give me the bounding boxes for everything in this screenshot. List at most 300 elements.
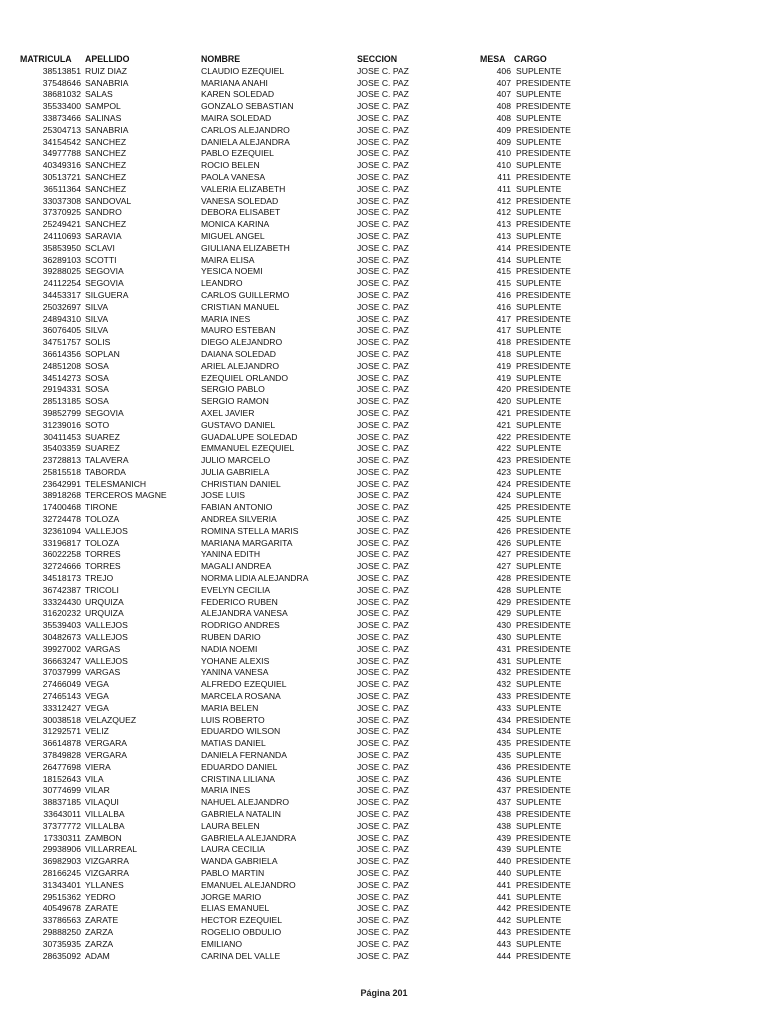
cell-matricula: 35533400 (42, 101, 81, 112)
cell-mesa: 410 (496, 160, 511, 171)
table-row (0, 549, 768, 561)
cell-seccion: JOSE C. PAZ (357, 101, 409, 112)
cell-seccion: JOSE C. PAZ (357, 950, 409, 961)
cell-apellido: TORRES (85, 561, 121, 572)
table-row (0, 502, 768, 514)
cell-matricula: 25304713 (42, 124, 81, 135)
cell-apellido: SILVA (85, 313, 109, 324)
cell-nombre: LAURA BELEN (201, 820, 260, 831)
table-row (0, 278, 768, 290)
cell-nombre: CARLOS GUILLERMO (201, 289, 290, 300)
cell-cargo: PRESIDENTE (516, 903, 571, 914)
cell-matricula: 32724478 (42, 514, 81, 525)
cell-matricula: 31239016 (42, 419, 81, 430)
cell-apellido: VILA (85, 773, 104, 784)
table-row (0, 762, 768, 774)
cell-matricula: 39927002 (42, 643, 81, 654)
cell-seccion: JOSE C. PAZ (357, 643, 409, 654)
table-row (0, 467, 768, 479)
cell-seccion: JOSE C. PAZ (357, 230, 409, 241)
cell-seccion: JOSE C. PAZ (357, 691, 409, 702)
cell-apellido: TIRONE (85, 502, 118, 513)
cell-nombre: DANIELA ALEJANDRA (201, 136, 290, 147)
cell-nombre: LAURA CECILIA (201, 844, 265, 855)
cell-cargo: SUPLENTE (516, 867, 562, 878)
cell-nombre: JULIO MARCELO (201, 455, 271, 466)
cell-nombre: LUIS ROBERTO (201, 714, 265, 725)
cell-mesa: 418 (496, 337, 511, 348)
cell-seccion: JOSE C. PAZ (357, 419, 409, 430)
cell-mesa: 436 (496, 761, 511, 772)
cell-cargo: SUPLENTE (516, 750, 562, 761)
cell-seccion: JOSE C. PAZ (357, 65, 409, 76)
cell-mesa: 440 (496, 867, 511, 878)
cell-cargo: SUPLENTE (516, 396, 562, 407)
table-row (0, 951, 768, 963)
cell-nombre: EDUARDO DANIEL (201, 761, 278, 772)
cell-nombre: ELIAS EMANUEL (201, 903, 270, 914)
cell-nombre: GUSTAVO DANIEL (201, 419, 276, 430)
table-row (0, 207, 768, 219)
cell-nombre: NADIA NOEMI (201, 643, 258, 654)
cell-mesa: 421 (496, 407, 511, 418)
table-row (0, 302, 768, 314)
cell-seccion: JOSE C. PAZ (357, 738, 409, 749)
cell-matricula: 36511364 (43, 183, 81, 194)
cell-apellido: VERGARA (85, 750, 128, 761)
cell-mesa: 417 (496, 325, 511, 336)
cell-seccion: JOSE C. PAZ (357, 608, 409, 619)
cell-matricula: 38837185 (42, 797, 81, 808)
table-row (0, 538, 768, 550)
cell-nombre: JORGE MARIO (201, 891, 262, 902)
cell-nombre: GABRIELA NATALIN (201, 809, 281, 819)
table-row (0, 148, 768, 160)
cell-cargo: PRESIDENTE (516, 761, 571, 772)
cell-seccion: JOSE C. PAZ (357, 148, 409, 159)
cell-cargo: PRESIDENTE (516, 266, 571, 277)
cell-apellido: SANABRIA (85, 77, 129, 88)
cell-matricula: 37377772 (42, 820, 81, 831)
cell-seccion: JOSE C. PAZ (357, 266, 409, 277)
cell-cargo: PRESIDENTE (516, 926, 571, 937)
cell-matricula: 36742387 (42, 584, 81, 595)
cell-cargo: SUPLENTE (516, 726, 562, 737)
cell-mesa: 428 (496, 584, 511, 595)
cell-seccion: JOSE C. PAZ (357, 797, 409, 808)
cell-cargo: SUPLENTE (516, 419, 562, 430)
cell-seccion: JOSE C. PAZ (357, 289, 409, 300)
table-row (0, 361, 768, 373)
cell-mesa: 433 (496, 691, 511, 702)
cell-matricula: 36022258 (42, 549, 81, 560)
cell-nombre: MARIANA ANAHI (201, 77, 268, 88)
cell-seccion: JOSE C. PAZ (357, 761, 409, 772)
cell-mesa: 414 (496, 254, 511, 265)
cell-cargo: PRESIDENTE (516, 714, 571, 725)
cell-seccion: JOSE C. PAZ (357, 750, 409, 761)
cell-apellido: VEGA (85, 679, 109, 690)
cell-apellido: ZARZA (85, 926, 114, 937)
cell-apellido: ZAMBON (85, 832, 122, 843)
cell-apellido: SANABRIA (85, 124, 129, 135)
table-row (0, 479, 768, 491)
table-row (0, 443, 768, 455)
cell-matricula: 24110693 (43, 230, 81, 241)
cell-seccion: JOSE C. PAZ (357, 938, 409, 949)
cell-seccion: JOSE C. PAZ (357, 112, 409, 123)
cell-matricula: 23728813 (42, 455, 81, 466)
cell-cargo: PRESIDENTE (516, 124, 571, 135)
table-body (0, 66, 768, 963)
header-nombre: NOMBRE (201, 54, 241, 64)
table-row (0, 172, 768, 184)
table-row (0, 384, 768, 396)
cell-nombre: AXEL JAVIER (201, 407, 255, 418)
cell-apellido: URQUIZA (85, 596, 124, 607)
table-row (0, 939, 768, 951)
cell-apellido: SOPLAN (85, 348, 120, 359)
cell-nombre: WANDA GABRIELA (201, 856, 278, 867)
cell-cargo: PRESIDENTE (516, 77, 571, 88)
cell-apellido: TOLOZA (85, 514, 120, 525)
cell-matricula: 36289103 (42, 254, 81, 265)
cell-apellido: SEGOVIA (85, 278, 124, 289)
cell-cargo: PRESIDENTE (516, 691, 571, 702)
cell-apellido: YLLANES (85, 879, 124, 890)
cell-matricula: 36614878 (42, 738, 81, 749)
cell-mesa: 426 (496, 537, 511, 548)
cell-nombre: MAIRA SOLEDAD (201, 112, 272, 123)
table-row (0, 797, 768, 809)
cell-apellido: SAMPOL (85, 101, 121, 112)
cell-apellido: SCOTTI (85, 254, 117, 265)
cell-apellido: SANDOVAL (85, 195, 132, 206)
table-row (0, 255, 768, 267)
cell-matricula: 33312427 (42, 702, 81, 713)
cell-matricula: 34453317 (42, 289, 81, 300)
cell-mesa: 426 (496, 525, 511, 536)
cell-apellido: VARGAS (85, 643, 121, 654)
cell-apellido: VILAQUI (85, 797, 119, 808)
cell-matricula: 38681032 (42, 89, 81, 100)
cell-cargo: PRESIDENTE (516, 643, 571, 654)
cell-seccion: JOSE C. PAZ (357, 431, 409, 442)
cell-matricula: 33196817 (42, 537, 81, 548)
cell-mesa: 439 (496, 832, 511, 843)
cell-nombre: SERGIO PABLO (201, 384, 265, 395)
cell-seccion: JOSE C. PAZ (357, 348, 409, 359)
cell-cargo: SUPLENTE (516, 679, 562, 690)
cell-nombre: FEDERICO RUBEN (201, 596, 278, 607)
cell-matricula: 27466049 (42, 679, 81, 690)
cell-mesa: 438 (496, 809, 511, 819)
cell-matricula: 23642991 (42, 478, 81, 489)
cell-seccion: JOSE C. PAZ (357, 702, 409, 713)
cell-apellido: SEGOVIA (85, 266, 124, 277)
cell-apellido: SARAVIA (85, 230, 122, 241)
table-row (0, 750, 768, 762)
cell-nombre: ROGELIO OBDULIO (201, 926, 282, 937)
cell-seccion: JOSE C. PAZ (357, 714, 409, 725)
cell-mesa: 443 (496, 926, 511, 937)
cell-seccion: JOSE C. PAZ (357, 620, 409, 631)
cell-cargo: PRESIDENTE (516, 832, 571, 843)
cell-cargo: PRESIDENTE (516, 525, 571, 536)
cell-apellido: SANCHEZ (85, 148, 127, 159)
cell-matricula: 31292571 (42, 726, 81, 737)
cell-matricula: 36982903 (42, 856, 81, 867)
cell-matricula: 34518173 (42, 573, 81, 584)
table-row (0, 137, 768, 149)
cell-seccion: JOSE C. PAZ (357, 242, 409, 253)
cell-apellido: VERGARA (85, 738, 128, 749)
cell-apellido: SANCHEZ (85, 171, 127, 182)
cell-matricula: 28513185 (42, 396, 81, 407)
table-row (0, 679, 768, 691)
cell-nombre: NORMA LIDIA ALEJANDRA (201, 573, 309, 584)
cell-cargo: PRESIDENTE (516, 620, 571, 631)
cell-cargo: PRESIDENTE (516, 738, 571, 749)
table-row (0, 113, 768, 125)
cell-mesa: 436 (496, 773, 511, 784)
cell-nombre: ROCIO BELEN (201, 160, 260, 171)
cell-seccion: JOSE C. PAZ (357, 301, 409, 312)
cell-apellido: RUIZ DIAZ (85, 65, 128, 76)
table-row (0, 349, 768, 361)
cell-mesa: 435 (496, 738, 511, 749)
cell-seccion: JOSE C. PAZ (357, 537, 409, 548)
cell-apellido: VELIZ (85, 726, 109, 737)
cell-apellido: SANCHEZ (85, 219, 127, 230)
table-row (0, 715, 768, 727)
table-header (0, 54, 768, 66)
cell-nombre: YOHANE ALEXIS (201, 655, 270, 666)
cell-nombre: HECTOR EZEQUIEL (201, 915, 283, 926)
table-row (0, 915, 768, 927)
cell-nombre: ALEJANDRA VANESA (201, 608, 288, 619)
cell-mesa: 411 (497, 183, 511, 194)
cell-nombre: GABRIELA ALEJANDRA (201, 832, 297, 843)
table-row (0, 738, 768, 750)
table-row (0, 396, 768, 408)
cell-matricula: 28166245 (42, 867, 81, 878)
cell-mesa: 435 (496, 750, 511, 761)
cell-mesa: 441 (496, 891, 511, 902)
table-row (0, 573, 768, 585)
cell-cargo: PRESIDENTE (516, 573, 571, 584)
cell-mesa: 424 (496, 478, 511, 489)
cell-mesa: 414 (496, 242, 511, 253)
cell-mesa: 429 (496, 608, 511, 619)
cell-nombre: YANINA VANESA (201, 667, 269, 678)
cell-seccion: JOSE C. PAZ (357, 77, 409, 88)
header-seccion: SECCION (357, 54, 398, 64)
cell-matricula: 36663247 (42, 655, 81, 666)
cell-apellido: TALAVERA (85, 455, 129, 466)
cell-nombre: SERGIO RAMON (201, 396, 269, 407)
cell-cargo: PRESIDENTE (516, 360, 571, 371)
cell-apellido: TOLOZA (85, 537, 120, 548)
cell-cargo: SUPLENTE (516, 773, 562, 784)
table-row (0, 526, 768, 538)
table-row (0, 78, 768, 90)
cell-mesa: 425 (496, 502, 511, 513)
cell-mesa: 418 (496, 348, 511, 359)
cell-cargo: PRESIDENTE (516, 431, 571, 442)
cell-nombre: LEANDRO (201, 278, 243, 289)
cell-nombre: MATIAS DANIEL (201, 738, 266, 749)
cell-seccion: JOSE C. PAZ (357, 667, 409, 678)
cell-matricula: 32361094 (42, 525, 81, 536)
cell-seccion: JOSE C. PAZ (357, 844, 409, 855)
cell-matricula: 29515362 (42, 891, 81, 902)
cell-apellido: SOSA (85, 384, 109, 395)
cell-seccion: JOSE C. PAZ (357, 903, 409, 914)
cell-mesa: 416 (496, 301, 511, 312)
cell-apellido: VEGA (85, 691, 109, 702)
cell-nombre: RUBEN DARIO (201, 632, 261, 643)
cell-cargo: PRESIDENTE (516, 856, 571, 867)
cell-mesa: 440 (496, 856, 511, 867)
cell-nombre: NAHUEL ALEJANDRO (201, 797, 290, 808)
cell-nombre: ALFREDO EZEQUIEL (201, 679, 287, 690)
cell-matricula: 30038518 (42, 714, 81, 725)
cell-matricula: 31620232 (42, 608, 81, 619)
cell-cargo: PRESIDENTE (516, 785, 571, 796)
cell-apellido: VEGA (85, 702, 109, 713)
cell-nombre: EVELYN CECILIA (201, 584, 271, 595)
cell-seccion: JOSE C. PAZ (357, 384, 409, 395)
cell-seccion: JOSE C. PAZ (357, 573, 409, 584)
cell-cargo: PRESIDENTE (516, 407, 571, 418)
cell-nombre: GONZALO SEBASTIAN (201, 101, 294, 112)
cell-matricula: 36076405 (42, 325, 81, 336)
cell-nombre: CRISTIAN MANUEL (201, 301, 280, 312)
cell-apellido: TREJO (85, 573, 114, 584)
cell-mesa: 408 (496, 101, 511, 112)
cell-seccion: JOSE C. PAZ (357, 879, 409, 890)
cell-seccion: JOSE C. PAZ (357, 525, 409, 536)
table-row (0, 821, 768, 833)
cell-matricula: 18152643 (42, 773, 81, 784)
table-row (0, 432, 768, 444)
cell-seccion: JOSE C. PAZ (357, 891, 409, 902)
table-row (0, 490, 768, 502)
table-row (0, 325, 768, 337)
table-row (0, 290, 768, 302)
cell-mesa: 434 (496, 726, 511, 737)
cell-matricula: 33324430 (42, 596, 81, 607)
cell-mesa: 437 (496, 797, 511, 808)
table-row (0, 833, 768, 845)
cell-mesa: 430 (496, 632, 511, 643)
cell-apellido: SANCHEZ (85, 183, 127, 194)
cell-mesa: 442 (496, 903, 511, 914)
cell-cargo: SUPLENTE (516, 254, 562, 265)
cell-mesa: 408 (496, 112, 511, 123)
table-row (0, 927, 768, 939)
table-row (0, 785, 768, 797)
cell-mesa: 407 (496, 89, 511, 100)
table-row (0, 373, 768, 385)
cell-nombre: CARLOS ALEJANDRO (201, 124, 290, 135)
cell-apellido: SANDRO (85, 207, 122, 218)
table-row (0, 585, 768, 597)
table-row (0, 880, 768, 892)
cell-matricula: 30482673 (42, 632, 81, 643)
table-row (0, 656, 768, 668)
table-row (0, 892, 768, 904)
cell-mesa: 406 (496, 65, 511, 76)
cell-mesa: 420 (496, 396, 511, 407)
cell-seccion: JOSE C. PAZ (357, 443, 409, 454)
table-row (0, 125, 768, 137)
cell-nombre: FABIAN ANTONIO (201, 502, 273, 513)
cell-apellido: VALLEJOS (85, 525, 128, 536)
cell-matricula: 38918268 (42, 490, 81, 501)
table-row (0, 243, 768, 255)
cell-seccion: JOSE C. PAZ (357, 478, 409, 489)
cell-mesa: 419 (496, 360, 511, 371)
table-row (0, 644, 768, 656)
cell-seccion: JOSE C. PAZ (357, 337, 409, 348)
cell-seccion: JOSE C. PAZ (357, 219, 409, 230)
header-matricula: MATRICULA (20, 54, 72, 64)
cell-mesa: 432 (496, 679, 511, 690)
table-row (0, 597, 768, 609)
cell-seccion: JOSE C. PAZ (357, 632, 409, 643)
cell-cargo: PRESIDENTE (516, 195, 571, 206)
cell-seccion: JOSE C. PAZ (357, 278, 409, 289)
table-row (0, 608, 768, 620)
table-row (0, 420, 768, 432)
cell-apellido: VILAR (85, 785, 110, 796)
cell-cargo: SUPLENTE (516, 844, 562, 855)
cell-nombre: PABLO MARTIN (201, 867, 265, 878)
cell-apellido: TELESMANICH (85, 478, 147, 489)
cell-cargo: SUPLENTE (516, 301, 562, 312)
cell-apellido: SANCHEZ (85, 160, 127, 171)
cell-mesa: 410 (496, 148, 511, 159)
cell-nombre: MIGUEL ANGEL (201, 230, 265, 241)
cell-matricula: 17400468 (42, 502, 81, 513)
cell-cargo: SUPLENTE (516, 797, 562, 808)
cell-apellido: VILLALBA (85, 820, 125, 831)
table-row (0, 844, 768, 856)
table-row (0, 101, 768, 113)
cell-apellido: SEGOVIA (85, 407, 124, 418)
cell-nombre: EMANUEL ALEJANDRO (201, 879, 296, 890)
cell-mesa: 439 (496, 844, 511, 855)
cell-apellido: SOSA (85, 396, 109, 407)
cell-mesa: 425 (496, 514, 511, 525)
cell-matricula: 29194331 (42, 384, 81, 395)
table-row (0, 774, 768, 786)
cell-mesa: 433 (496, 702, 511, 713)
table-row (0, 809, 768, 821)
cell-cargo: SUPLENTE (516, 632, 562, 643)
cell-nombre: EDUARDO WILSON (201, 726, 281, 737)
cell-nombre: MAGALI ANDREA (201, 561, 272, 572)
table-row (0, 726, 768, 738)
cell-mesa: 444 (496, 950, 511, 961)
table-row (0, 868, 768, 880)
cell-apellido: SILVA (85, 301, 109, 312)
cell-matricula: 34154542 (42, 136, 81, 147)
cell-mesa: 429 (496, 596, 511, 607)
cell-apellido: VIERA (85, 761, 111, 772)
